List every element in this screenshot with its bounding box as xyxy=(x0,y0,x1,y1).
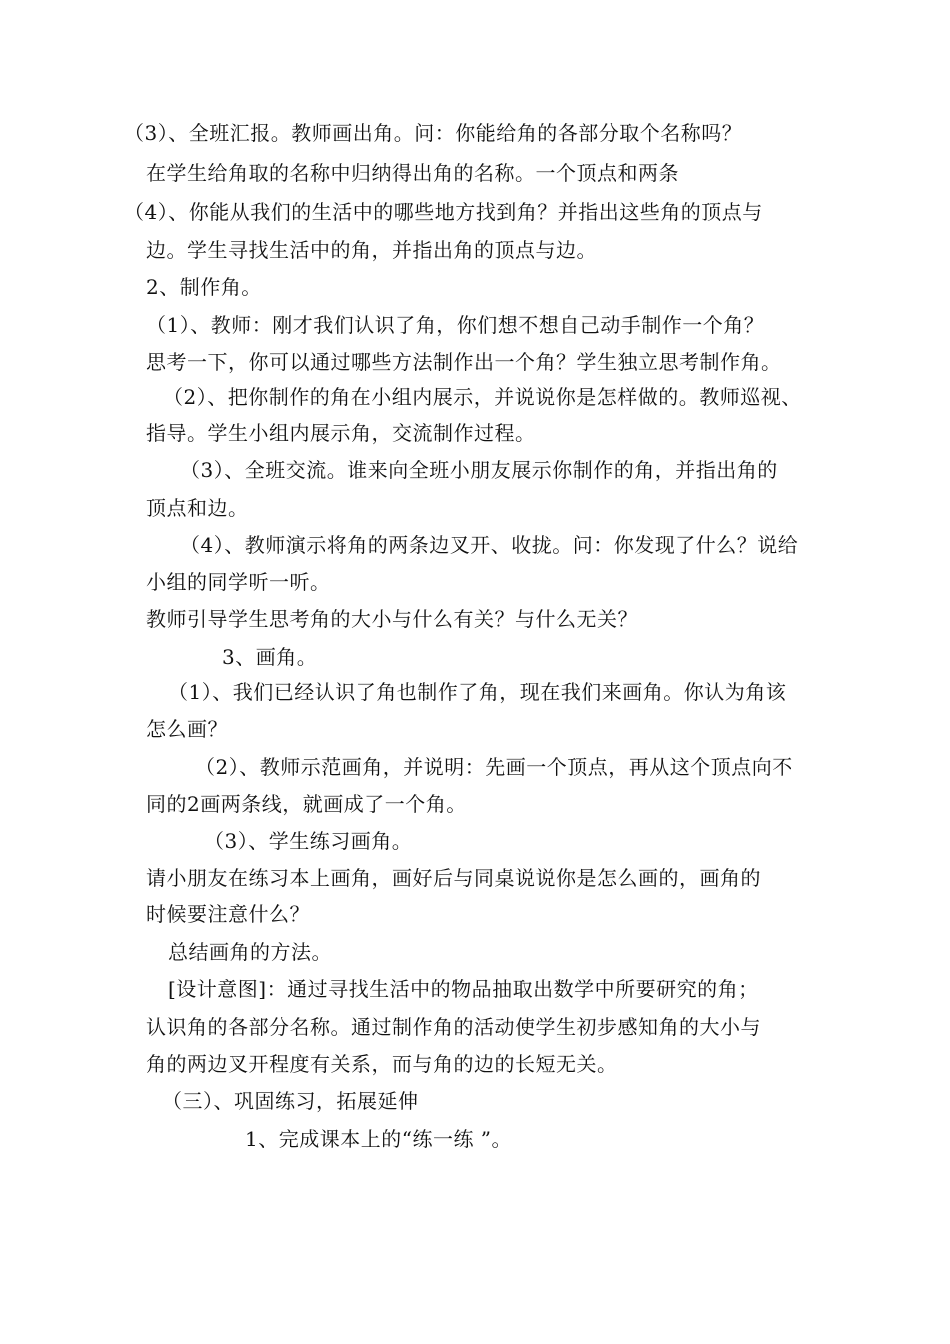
section-heading: 2、制作角。 xyxy=(146,275,262,299)
text-line: 时候要注意什么？ xyxy=(146,902,310,926)
text-line: 思考一下，你可以通过哪些方法制作出一个角？学生独立思考制作角。 xyxy=(146,350,782,374)
text-line: 教师引导学生思考角的大小与什么有关？与什么无关？ xyxy=(146,607,638,631)
section-heading: （三）、巩固练习，拓展延伸 xyxy=(162,1089,419,1113)
text-line: 请小朋友在练习本上画角，画好后与同桌说说你是怎么画的，画角的 xyxy=(146,866,761,890)
text-line: 同的2画两条线，就画成了一个角。 xyxy=(146,792,467,816)
text-line: （4）、你能从我们的生活中的哪些地方找到角？并指出这些角的顶点与 xyxy=(124,200,763,224)
text-line: 指导。学生小组内展示角，交流制作过程。 xyxy=(146,421,536,445)
text-line: （1）、教师：刚才我们认识了角，你们想不想自己动手制作一个角？ xyxy=(146,313,765,337)
text-line: 怎么画？ xyxy=(146,717,228,741)
text-line: 在学生给角取的名称中归纳得出角的名称。一个顶点和两条 xyxy=(146,161,679,185)
text-line: （4）、教师演示将角的两条边叉开、收拢。问：你发现了什么？说给 xyxy=(180,533,799,557)
text-line: 小组的同学听一听。 xyxy=(146,570,331,594)
text-line: （3）、全班汇报。教师画出角。问：你能给角的各部分取个名称吗？ xyxy=(124,121,743,145)
text-line: 总结画角的方法。 xyxy=(168,940,332,964)
text-line: （2）、把你制作的角在小组内展示，并说说你是怎样做的。教师巡视、 xyxy=(163,385,802,409)
text-line: 角的两边叉开程度有关系，而与角的边的长短无关。 xyxy=(146,1052,618,1076)
text-line: （3）、全班交流。谁来向全班小朋友展示你制作的角，并指出角的 xyxy=(180,458,778,482)
text-line: （1）、我们已经认识了角也制作了角，现在我们来画角。你认为角该 xyxy=(168,680,787,704)
text-line: 顶点和边。 xyxy=(146,496,249,520)
text-line: （2）、教师示范画角，并说明：先画一个顶点，再从这个顶点向不 xyxy=(195,755,793,779)
text-line: 边。学生寻找生活中的角，并指出角的顶点与边。 xyxy=(146,238,597,262)
text-line: （3）、学生练习画角。 xyxy=(204,829,413,853)
text-line: 1、完成课本上的“练一练 ”。 xyxy=(245,1127,513,1151)
text-line: 认识角的各部分名称。通过制作角的活动使学生初步感知角的大小与 xyxy=(146,1015,761,1039)
section-heading: 3、画角。 xyxy=(222,645,318,669)
text-line: [设计意图]：通过寻找生活中的物品抽取出数学中所要研究的角； xyxy=(168,977,759,1001)
